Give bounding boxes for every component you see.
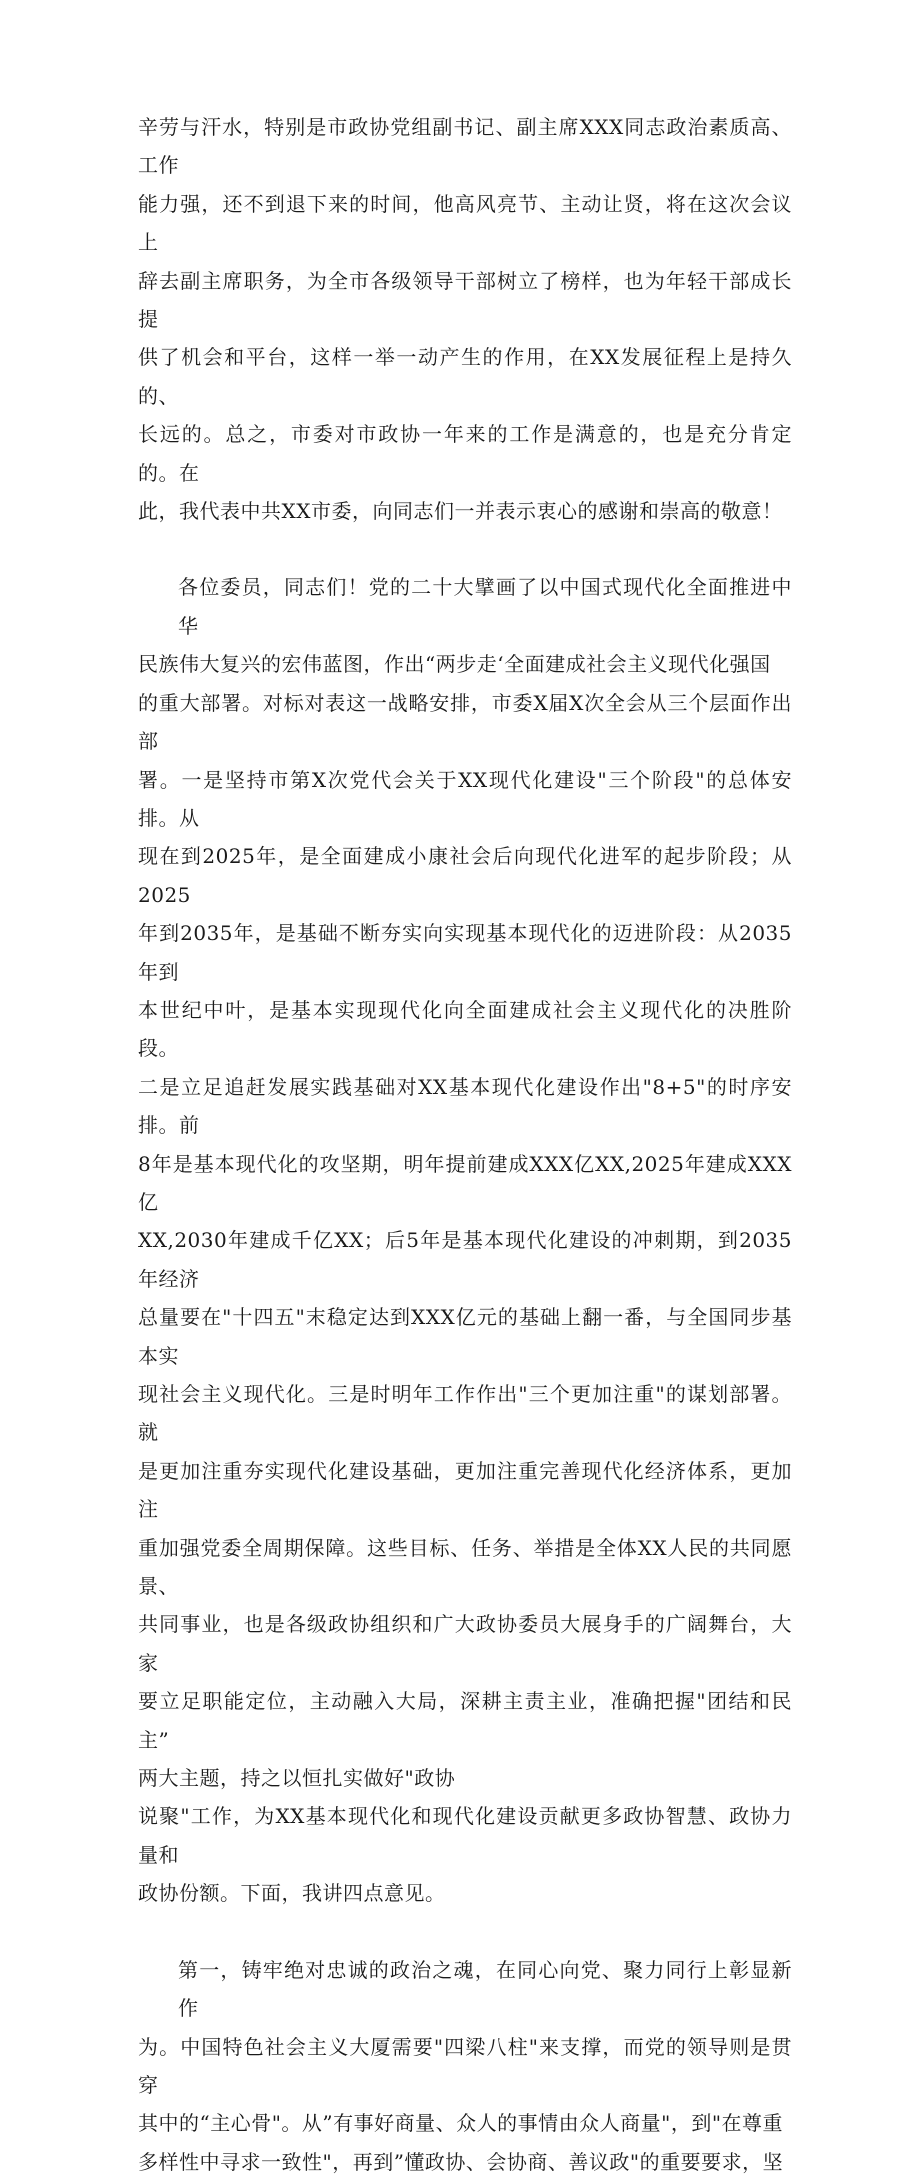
text-line: 辞去副主席职务，为全市各级领导干部树立了榜样，也为年轻干部成长提 <box>138 268 792 332</box>
text-line: 多样性中寻求一致性"，再到”懂政协、会协商、善议政"的重要要求，坚 <box>138 2149 784 2174</box>
paragraph-strategy <box>138 568 792 1912</box>
text-line: 二是立足追赶发展实践基础对XX基本现代化建设作出"8+5"的时序安排。前 <box>138 1074 792 1138</box>
text-line: 说聚"工作，为XX基本现代化和现代化建设贡献更多政协智慧、政协力量和 <box>138 1804 792 1867</box>
text-line: 供了机会和平台，这样一举一动产生的作用，在XX发展征程上是持久的、 <box>138 345 792 408</box>
paragraph-gap <box>138 1913 792 1951</box>
text-line: 年到2035年，是基础不断夯实向实现基本现代化的迈进阶段：从2035年到 <box>138 921 792 984</box>
text-line: 辛劳与汗水，特别是市政协党组副书记、副主席XXX同志政治素质高、工作 <box>138 115 792 178</box>
text-line: 政协份额。下面，我讲四点意见。 <box>138 1881 446 1906</box>
text-line: 现社会主义现代化。三是时明年工作作出"三个更加注重"的谋划部署。就 <box>138 1382 792 1445</box>
text-line: 是更加注重夯实现代化建设基础，更加注重完善现代化经济体系，更加注 <box>138 1458 792 1522</box>
document-body <box>138 108 792 2181</box>
text-line: 此，我代表中共XX市委，向同志们一并表示衷心的感谢和崇高的敬意！ <box>138 499 783 524</box>
text-line: 总量要在"十四五"末稳定达到XXX亿元的基础上翻一番，与全国同步基本实 <box>138 1305 792 1368</box>
paragraph-thanks <box>138 108 792 530</box>
text-line: 民族伟大复兴的宏伟蓝图，作出“两步走‘全面建成社会主义现代化强国 <box>138 652 771 677</box>
text-line: 要立足职能定位，主动融入大局，深耕主责主业，准确把握"团结和民主” <box>138 1689 792 1752</box>
text-line: 长远的。总之，市委对市政协一年来的工作是满意的，也是充分肯定的。在 <box>138 422 792 485</box>
text-line: 能力强，还不到退下来的时间，他高风亮节、主动让贤，将在这次会议上 <box>138 191 792 255</box>
text-line: 两大主题，持之以恒扎实做好"政协 <box>138 1766 456 1791</box>
text-line: 8年是基本现代化的攻坚期，明年提前建成XXX亿XX,2025年建成XXX亿 <box>138 1151 792 1214</box>
text-line: XX,2030年建成千亿XX；后5年是基本现代化建设的冲刺期，到2035年经济 <box>138 1228 792 1291</box>
text-line: 为。中国特色社会主义大厦需要"四梁八柱"来支撑，而党的领导则是贯穿 <box>138 2034 792 2097</box>
text-line: 各位委员，同志们！党的二十大擘画了以中国式现代化全面推进中华 <box>178 575 792 638</box>
text-line: 的重大部署。对标对表这一战略安排，市委X届X次全会从三个层面作出部 <box>138 690 792 754</box>
paragraph-gap <box>138 530 792 568</box>
text-line: 共同事业，也是各级政协组织和广大政协委员大展身手的广阔舞台，大家 <box>138 1612 792 1675</box>
text-line: 其中的“主心骨"。从”有事好商量、众人的事情由众人商量"，到"在尊重 <box>138 2111 784 2136</box>
text-line: 重加强党委全周期保障。这些目标、任务、举措是全体XX人民的共同愿景、 <box>138 1535 792 1599</box>
text-line: 本世纪中叶，是基本实现现代化向全面建成社会主义现代化的决胜阶段。 <box>138 997 792 1061</box>
text-line: 署。一是坚持市第X次党代会关于XX现代化建设"三个阶段"的总体安排。从 <box>138 767 792 830</box>
text-line: 第一，铸牢绝对忠诚的政治之魂，在同心向党、聚力同行上彰显新作 <box>178 1957 792 2021</box>
text-line: 现在到2025年，是全面建成小康社会后向现代化进军的起步阶段；从2025 <box>138 844 792 907</box>
paragraph-point-one <box>138 1951 792 2181</box>
